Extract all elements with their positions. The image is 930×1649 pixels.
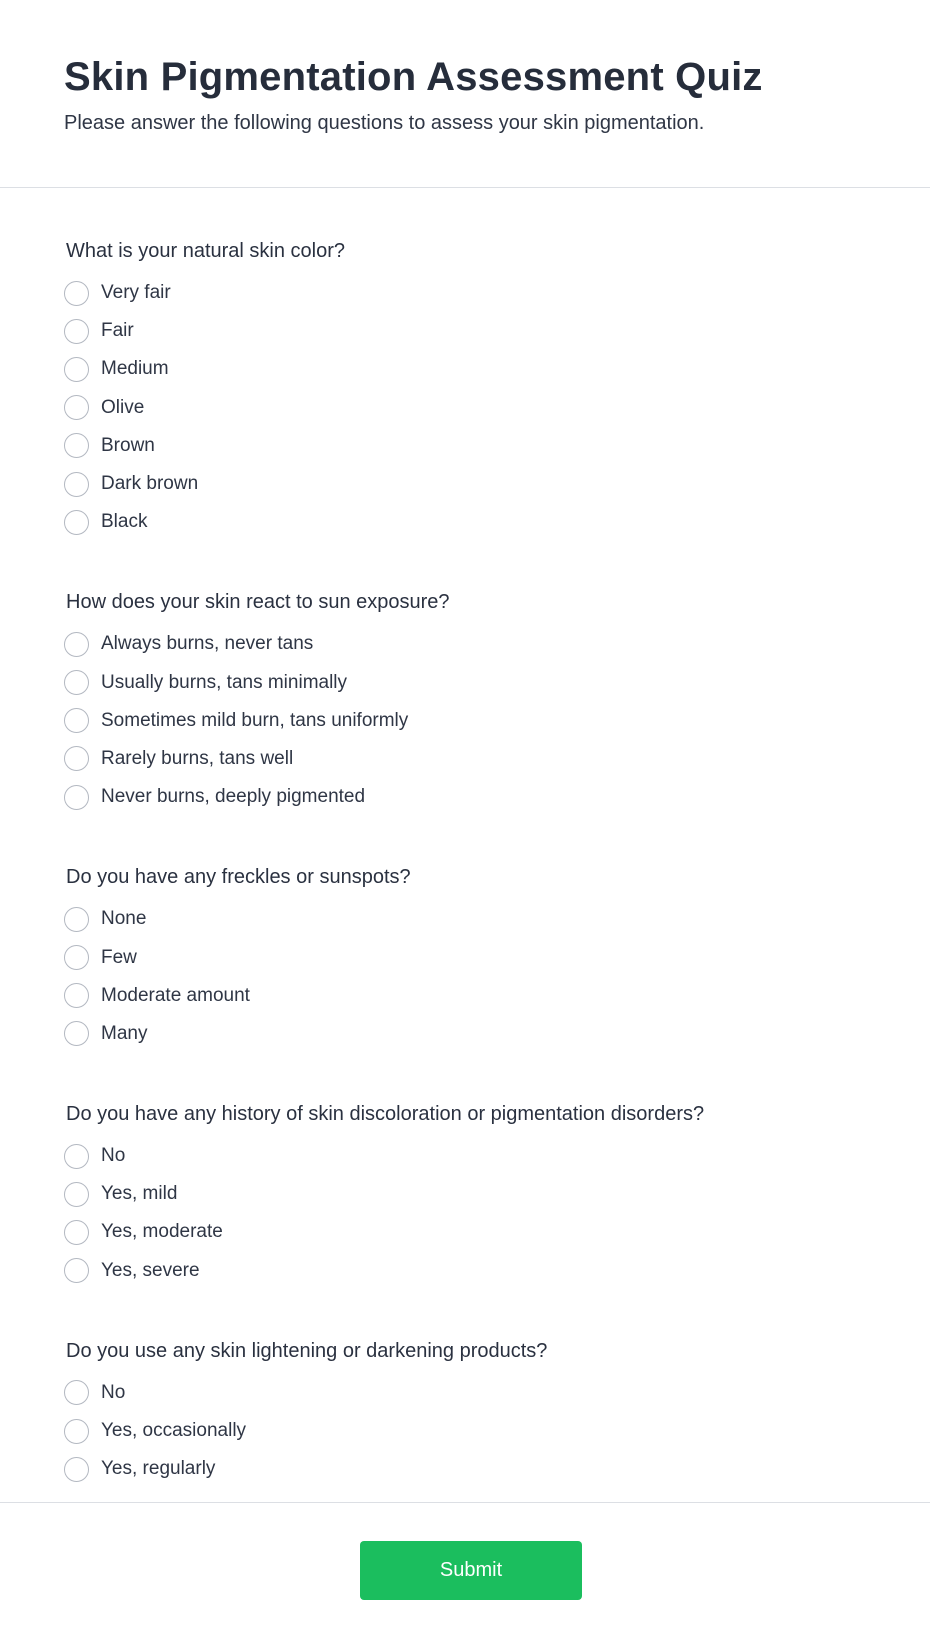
answer-option[interactable]: [64, 1213, 866, 1251]
radio-button[interactable]: [64, 1182, 89, 1207]
answer-option-label: Always burns, never tans: [101, 633, 314, 655]
answer-option-label: Usually burns, tans minimally: [101, 671, 348, 693]
radio-button[interactable]: [64, 357, 89, 382]
radio-button[interactable]: [64, 1380, 89, 1405]
radio-button[interactable]: [64, 1021, 89, 1046]
answer-option-label: Fair: [101, 320, 134, 342]
answer-option-label: Moderate amount: [101, 984, 250, 1006]
radio-button[interactable]: [64, 670, 89, 695]
answer-option[interactable]: [64, 977, 866, 1015]
question-1: [64, 188, 866, 541]
radio-button[interactable]: [64, 472, 89, 497]
radio-button[interactable]: [64, 945, 89, 970]
radio-button[interactable]: [64, 785, 89, 810]
radio-button[interactable]: [64, 433, 89, 458]
answer-option-label: Yes, mild: [101, 1183, 178, 1205]
answer-option[interactable]: [64, 350, 866, 388]
answer-option[interactable]: [64, 312, 866, 350]
radio-button[interactable]: [64, 319, 89, 344]
answer-option-label: Sometimes mild burn, tans uniformly: [101, 709, 409, 731]
radio-button[interactable]: [64, 1258, 89, 1283]
answer-option-label: Brown: [101, 434, 155, 456]
radio-button[interactable]: [64, 907, 89, 932]
answer-option-label: Yes, occasionally: [101, 1420, 247, 1442]
answer-option[interactable]: [64, 702, 866, 740]
answer-option[interactable]: [64, 1137, 866, 1175]
answer-option-label: Yes, regularly: [101, 1458, 216, 1480]
answer-option-label: Yes, severe: [101, 1259, 200, 1281]
radio-button[interactable]: [64, 632, 89, 657]
radio-button[interactable]: [64, 1144, 89, 1169]
answer-option-label: Yes, moderate: [101, 1221, 223, 1243]
answer-option[interactable]: [64, 900, 866, 938]
answer-option[interactable]: [64, 1015, 866, 1053]
page-title: Skin Pigmentation Assessment Quiz: [64, 55, 763, 99]
answer-option[interactable]: [64, 625, 866, 663]
submit-button[interactable]: Submit: [360, 1541, 582, 1600]
answer-option-label: Very fair: [101, 282, 171, 304]
question-5: [64, 1290, 866, 1489]
answer-option[interactable]: [64, 1412, 866, 1450]
answer-option-label: Olive: [101, 396, 145, 418]
answer-option[interactable]: [64, 1252, 866, 1290]
answer-option-label: Few: [101, 946, 137, 968]
answer-option-label: Never burns, deeply pigmented: [101, 786, 366, 808]
answer-option[interactable]: [64, 740, 866, 778]
radio-button[interactable]: [64, 1457, 89, 1482]
answer-option-label: Medium: [101, 358, 169, 380]
radio-button[interactable]: [64, 708, 89, 733]
question-text: Do you have any history of skin discoloration or pigmentation disorders?: [66, 1103, 705, 1125]
radio-button[interactable]: [64, 281, 89, 306]
radio-button[interactable]: [64, 395, 89, 420]
radio-button[interactable]: [64, 510, 89, 535]
radio-button[interactable]: [64, 746, 89, 771]
answer-option[interactable]: [64, 778, 866, 816]
question-text: What is your natural skin color?: [66, 240, 346, 262]
form-footer: [0, 1502, 930, 1649]
answer-option-label: Many: [101, 1022, 148, 1044]
answer-option-label: No: [101, 1381, 126, 1403]
question-text: How does your skin react to sun exposure?: [66, 591, 450, 614]
answer-option-label: Dark brown: [101, 473, 199, 495]
question-text: Do you have any freckles or sunspots?: [66, 866, 411, 889]
question-4: [64, 1053, 866, 1290]
page-subtitle: Please answer the following questions to assess your skin pigmentation.: [64, 112, 705, 134]
question-3: [64, 816, 866, 1053]
question-2: [64, 541, 866, 816]
answer-option[interactable]: [64, 274, 866, 312]
answer-option-label: Black: [101, 511, 148, 533]
answer-option[interactable]: [64, 1374, 866, 1412]
radio-button[interactable]: [64, 1419, 89, 1444]
radio-button[interactable]: [64, 1220, 89, 1245]
answer-option[interactable]: [64, 1450, 866, 1488]
answer-option-label: None: [101, 908, 147, 930]
answer-option[interactable]: [64, 664, 866, 702]
answer-option-label: Rarely burns, tans well: [101, 747, 294, 769]
question-text: Do you use any skin lightening or darkening products?: [66, 1339, 548, 1362]
answer-option[interactable]: [64, 503, 866, 541]
answer-option[interactable]: [64, 389, 866, 427]
quiz-form: [0, 188, 930, 1488]
answer-option[interactable]: [64, 465, 866, 503]
answer-option[interactable]: [64, 427, 866, 465]
answer-option-label: No: [101, 1145, 126, 1167]
answer-option[interactable]: [64, 1175, 866, 1213]
answer-option[interactable]: [64, 938, 866, 976]
radio-button[interactable]: [64, 983, 89, 1008]
page-header: [0, 0, 930, 188]
